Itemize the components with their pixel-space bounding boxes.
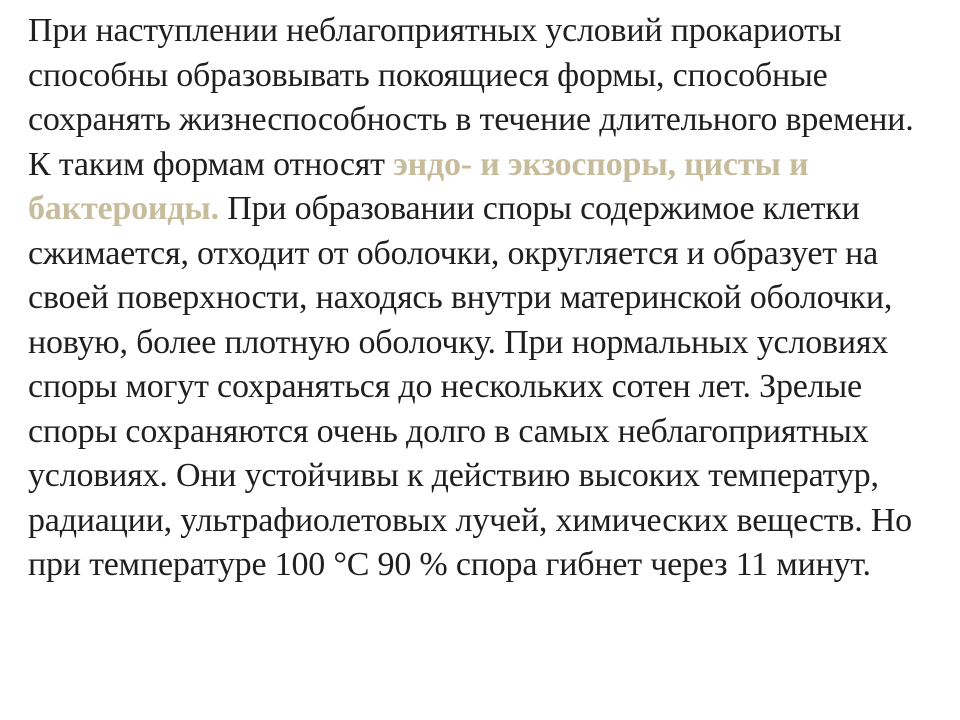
highlighted-term: эндо- и экзоспоры, цисты и бактероиды. <box>28 145 809 227</box>
body-paragraph <box>28 9 920 588</box>
paragraph-text-after: При образовании споры содержимое клетки сжимается, отходит от оболочки, округляется и образует на своей поверхности, находясь внутри материнской оболочки, новую, более плотную оболочку. При нормальных условиях споры могут сохраняться до нескольких сотен лет. Зрелые споры сохраняются очень долго в самых неблагоприятных условиях. Они устойчивы к действию высоких температур, радиации, ультрафиолетовых лучей, химических веществ. Но при температуре 100 °С 90 % спора гибнет через 11 минут. <box>28 190 912 583</box>
paragraph-text-before: При наступлении неблагоприятных условий прокариоты способны образовывать покоящиеся формы, способные сохранять жизнеспособность в течение длительного времени. К таким формам относят <box>28 12 914 183</box>
